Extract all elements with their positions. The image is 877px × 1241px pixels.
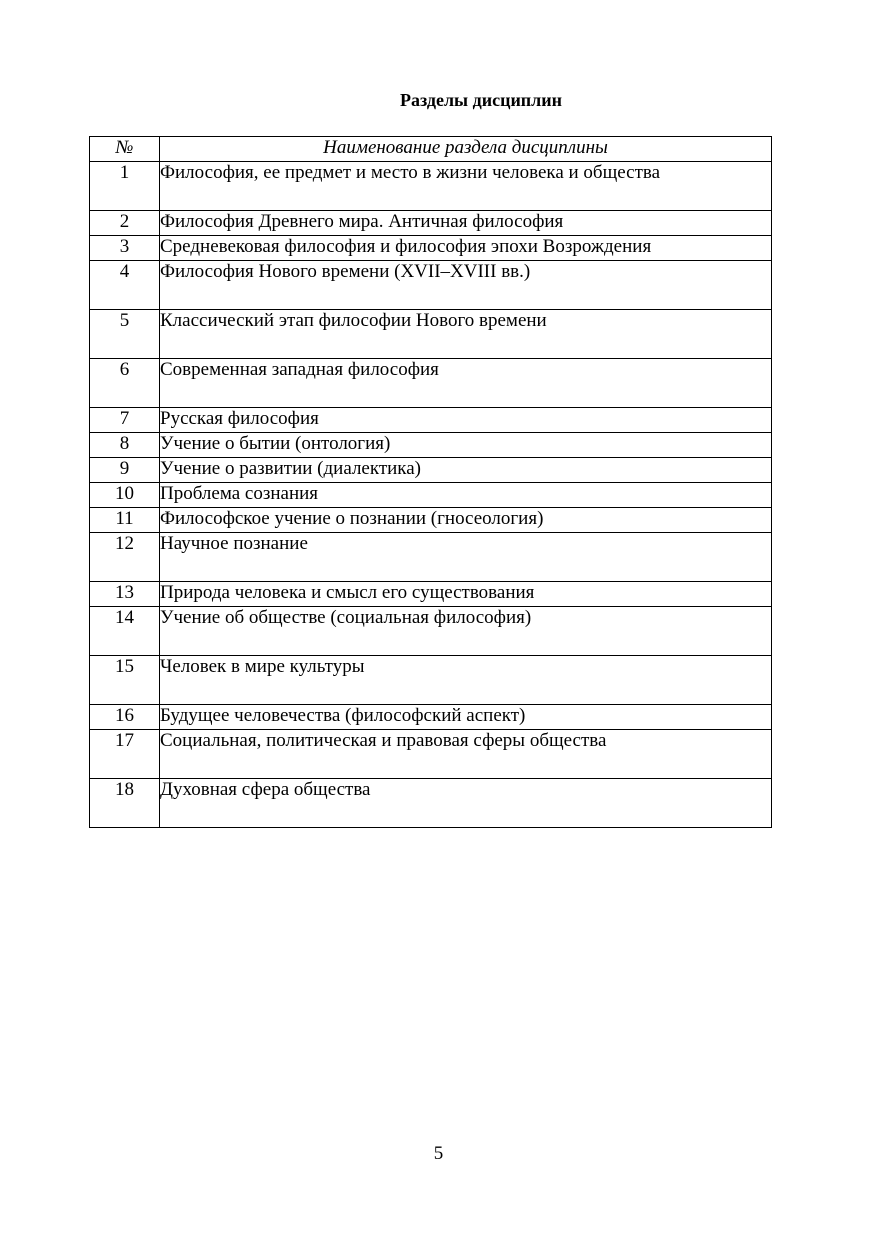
table-row <box>90 211 772 236</box>
table-row <box>90 483 772 508</box>
row-num: 16 <box>90 705 160 730</box>
table-row <box>90 779 772 828</box>
row-name: Социальная, политическая и правовая сферы общества <box>160 730 772 779</box>
table-row <box>90 533 772 582</box>
row-num: 12 <box>90 533 160 582</box>
row-name: Учение о бытии (онтология) <box>160 433 772 458</box>
row-num: 3 <box>90 236 160 261</box>
table-row <box>90 730 772 779</box>
row-num: 4 <box>90 261 160 310</box>
row-num: 11 <box>90 508 160 533</box>
row-name: Философия Древнего мира. Античная философия <box>160 211 772 236</box>
row-name: Будущее человечества (философский аспект) <box>160 705 772 730</box>
page-number: 5 <box>433 1143 444 1164</box>
row-name: Духовная сфера общества <box>160 779 772 828</box>
table-header-row <box>90 137 772 162</box>
row-name: Научное познание <box>160 533 772 582</box>
table-row <box>90 508 772 533</box>
table-row <box>90 408 772 433</box>
row-num: 14 <box>90 607 160 656</box>
table-row <box>90 607 772 656</box>
row-num: 13 <box>90 582 160 607</box>
row-name: Философия Нового времени (XVII–XVIII вв.) <box>160 261 772 310</box>
row-name: Проблема сознания <box>160 483 772 508</box>
table-row <box>90 261 772 310</box>
row-name: Учение об обществе (социальная философия) <box>160 607 772 656</box>
row-name: Современная западная философия <box>160 359 772 408</box>
sections-table <box>89 136 772 828</box>
table-row <box>90 236 772 261</box>
row-num: 9 <box>90 458 160 483</box>
row-name: Классический этап философии Нового времени <box>160 310 772 359</box>
row-num: 6 <box>90 359 160 408</box>
table-row <box>90 458 772 483</box>
row-num: 5 <box>90 310 160 359</box>
page-title: Разделы дисциплин <box>399 90 563 110</box>
header-num: № <box>90 137 160 162</box>
row-name: Учение о развитии (диалектика) <box>160 458 772 483</box>
header-name: Наименование раздела дисциплины <box>160 137 772 162</box>
row-num: 10 <box>90 483 160 508</box>
row-name: Человек в мире культуры <box>160 656 772 705</box>
table-row <box>90 705 772 730</box>
row-name: Природа человека и смысл его существования <box>160 582 772 607</box>
row-num: 8 <box>90 433 160 458</box>
row-num: 15 <box>90 656 160 705</box>
table-row <box>90 582 772 607</box>
row-name: Средневековая философия и философия эпохи Возрождения <box>160 236 772 261</box>
table-row <box>90 433 772 458</box>
row-num: 7 <box>90 408 160 433</box>
table-row <box>90 656 772 705</box>
row-num: 1 <box>90 162 160 211</box>
row-name: Русская философия <box>160 408 772 433</box>
row-num: 18 <box>90 779 160 828</box>
table-row <box>90 162 772 211</box>
table-row <box>90 359 772 408</box>
row-name: Философия, ее предмет и место в жизни человека и общества <box>160 162 772 211</box>
row-name: Философское учение о познании (гносеология) <box>160 508 772 533</box>
row-num: 17 <box>90 730 160 779</box>
table-row <box>90 310 772 359</box>
row-num: 2 <box>90 211 160 236</box>
